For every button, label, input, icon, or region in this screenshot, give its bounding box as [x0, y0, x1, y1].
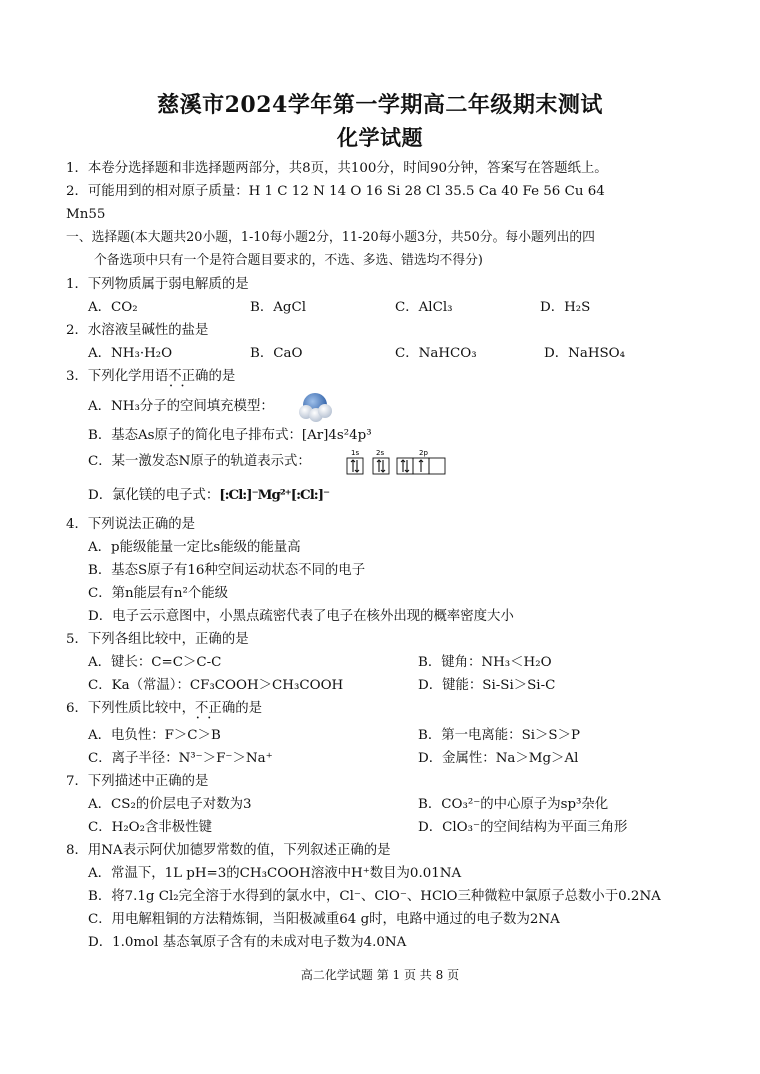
- orbital-diagram: [345, 448, 457, 476]
- q7-option-c: C．H₂O₂含非极性键: [88, 820, 212, 835]
- q3-stem: [66, 368, 235, 386]
- q4-stem: 4．下列说法正确的是: [66, 517, 196, 532]
- q6-stem-emphasis: 不正确 • •: [195, 701, 235, 716]
- q6-stem-part-1: 6．下列性质比较中，: [66, 701, 196, 716]
- q1-stem: 1．下列物质属于弱电解质的是: [66, 277, 249, 292]
- section-instructions-1: 一、选择题(本大题共20小题，1-10每小题2分，11-20每小题3分，共50分。每小题列出的四: [66, 230, 595, 245]
- q3-option-d-label: D．氯化镁的电子式：: [88, 488, 220, 503]
- q8-option-d: D．1.0mol 基态氧原子含有的未成对电子数为4.0NA: [88, 935, 407, 950]
- ammonia-space-filling-model: [297, 392, 333, 422]
- q7-stem: 7．下列描述中正确的是: [66, 774, 209, 789]
- q1-option-c: C．AlCl₃: [395, 300, 453, 315]
- q3-option-b: B．基态As原子的简化电子排布式：[Ar]4s²4p³: [88, 428, 372, 443]
- page-footer: 高二化学试题 第 1 页 共 8 页: [300, 968, 460, 982]
- q4-option-b: B．基态S原子有16种空间运动状态不同的电子: [88, 563, 366, 578]
- orbital-label-1s: 1s: [351, 449, 360, 457]
- q6-option-d: D．金属性：Na＞Mg＞Al: [418, 751, 579, 766]
- q2-option-d: D．NaHSO₄: [544, 346, 626, 361]
- orbital-label-2p: 2p: [419, 449, 428, 457]
- orbital-label-2s: 2s: [376, 449, 385, 457]
- q5-option-b: B．键角：NH₃＜H₂O: [418, 655, 552, 670]
- q4-option-d: D．电子云示意图中，小黑点疏密代表了电子在核外出现的概率密度大小: [88, 609, 514, 624]
- q3-option-d: [88, 486, 329, 505]
- note-1: 1．本卷分选择题和非选择题两部分，共8页，共100分，时间90分钟，答案写在答题纸上。: [66, 161, 608, 176]
- q6-option-c: C．离子半径：N³⁻＞F⁻＞Na⁺: [88, 751, 273, 766]
- note-2: 2．可能用到的相对原子质量：H 1 C 12 N 14 O 16 Si 28 Cl 35.5 Ca 40 Fe 56 Cu 64: [66, 184, 605, 199]
- q3-stem-part-1: 3．下列化学用语: [66, 369, 169, 384]
- q1-option-b: B．AgCl: [250, 300, 307, 315]
- q8-option-a: A．常温下，1L pH=3的CH₃COOH溶液中H⁺数目为0.01NA: [88, 866, 462, 881]
- q6-stem-part-3: 的是: [235, 701, 262, 716]
- q2-option-b: B．CaO: [250, 346, 303, 361]
- q6-stem: [66, 700, 262, 718]
- magnesium-chloride-formula: [:Cl:]⁻Mg²⁺[:Cl:]⁻: [219, 487, 330, 503]
- q3-stem-part-3: 的是: [208, 369, 236, 384]
- q5-stem: 5．下列各组比较中，正确的是: [66, 632, 249, 647]
- q7-option-b: B．CO₃²⁻的中心原子为sp³杂化: [418, 797, 609, 812]
- q8-option-b: B．将7.1g Cl₂完全溶于水得到的氯水中，Cl⁻、ClO⁻、HClO三种微粒中氯原子总数小于0.2NA: [88, 889, 661, 904]
- q2-option-c: C．NaHCO₃: [395, 346, 477, 361]
- q5-option-a: A．键长：C=C＞C-C: [88, 655, 222, 670]
- q7-option-a: A．CS₂的价层电子对数为3: [88, 797, 252, 812]
- q4-option-a: A．p能级能量一定比s能级的能量高: [88, 540, 301, 555]
- page-subtitle: 化学试题: [337, 125, 423, 150]
- note-3: Mn55: [66, 207, 106, 222]
- q1-option-a: A．CO₂: [88, 300, 138, 315]
- q6-option-a: A．电负性：F＞C＞B: [88, 728, 221, 743]
- q2-stem: 2．水溶液呈碱性的盐是: [66, 323, 209, 338]
- page-title: 慈溪市2024学年第一学期高二年级期末测试: [157, 92, 603, 118]
- q8-option-c: C．用电解粗铜的方法精炼铜，当阳极减重64 g时，电路中通过的电子数为2NA: [88, 912, 560, 927]
- q8-stem: 8．用NA表示阿伏加德罗常数的值，下列叙述正确的是: [66, 843, 391, 858]
- q4-option-c: C．第n能层有n²个能级: [88, 586, 228, 601]
- q3-option-a: A．NH₃分子的空间填充模型：: [88, 399, 274, 414]
- q3-option-c: C．某一激发态N原子的轨道表示式：: [88, 454, 311, 469]
- section-instructions-2: 个备选项中只有一个是符合题目要求的，不选、多选、错选均不得分): [94, 253, 483, 268]
- q3-stem-emphasis: 不正确 • •: [168, 369, 208, 384]
- q2-option-a: A．NH₃·H₂O: [88, 346, 173, 361]
- q1-option-d: D．H₂S: [540, 300, 591, 315]
- q6-option-b: B．第一电离能：Si＞S＞P: [418, 728, 580, 743]
- q7-option-d: D．ClO₃⁻的空间结构为平面三角形: [418, 820, 628, 835]
- q5-option-d: D．键能：Si-Si＞Si-C: [418, 678, 556, 693]
- q5-option-c: C．Ka（常温）：CF₃COOH＞CH₃COOH: [88, 678, 344, 693]
